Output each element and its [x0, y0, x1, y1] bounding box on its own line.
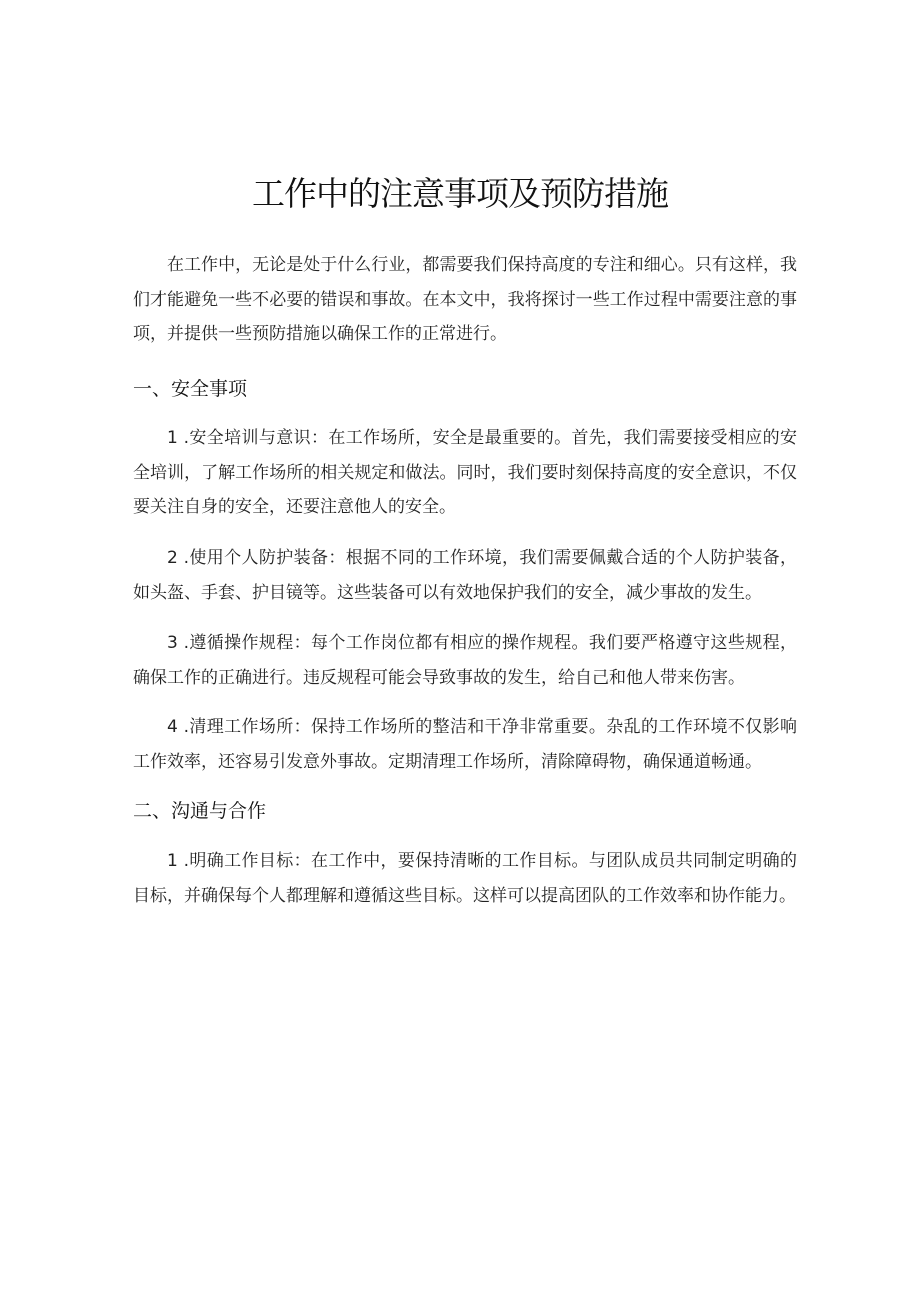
safety-item-1: 1 .安全培训与意识：在工作场所，安全是最重要的。首先，我们需要接受相应的安全培训，了解工作场所的相关规定和做法。同时，我们要时刻保持高度的安全意识，不仅要关注自身的安全，还要注意他人的安全。 — [133, 428, 797, 517]
safety-item-2: 2 .使用个人防护装备：根据不同的工作环境，我们需要佩戴合适的个人防护装备，如头盔、手套、护目镜等。这些装备可以有效地保护我们的安全，减少事故的发生。 — [133, 548, 797, 603]
section-heading-communication: 二、沟通与合作 — [133, 800, 267, 822]
document-title: 工作中的注意事项及预防措施 — [252, 174, 668, 213]
intro-paragraph: 在工作中，无论是处于什么行业，都需要我们保持高度的专注和细心。只有这样，我们才能避免一些不必要的错误和事故。在本文中，我将探讨一些工作过程中需要注意的事项，并提供一些预防措施以确保工作的正常进行。 — [133, 255, 797, 344]
communication-item-1: 1 .明确工作目标：在工作中，要保持清晰的工作目标。与团队成员共同制定明确的目标，并确保每个人都理解和遵循这些目标。这样可以提高团队的工作效率和协作能力。 — [133, 851, 797, 906]
safety-item-4: 4 .清理工作场所：保持工作场所的整洁和干净非常重要。杂乱的工作环境不仅影响工作效率，还容易引发意外事故。定期清理工作场所，清除障碍物，确保通道畅通。 — [133, 717, 797, 772]
section-heading-safety: 一、安全事项 — [133, 378, 248, 400]
safety-item-3: 3 .遵循操作规程：每个工作岗位都有相应的操作规程。我们要严格遵守这些规程，确保工作的正确进行。违反规程可能会导致事故的发生，给自己和他人带来伤害。 — [133, 633, 797, 688]
